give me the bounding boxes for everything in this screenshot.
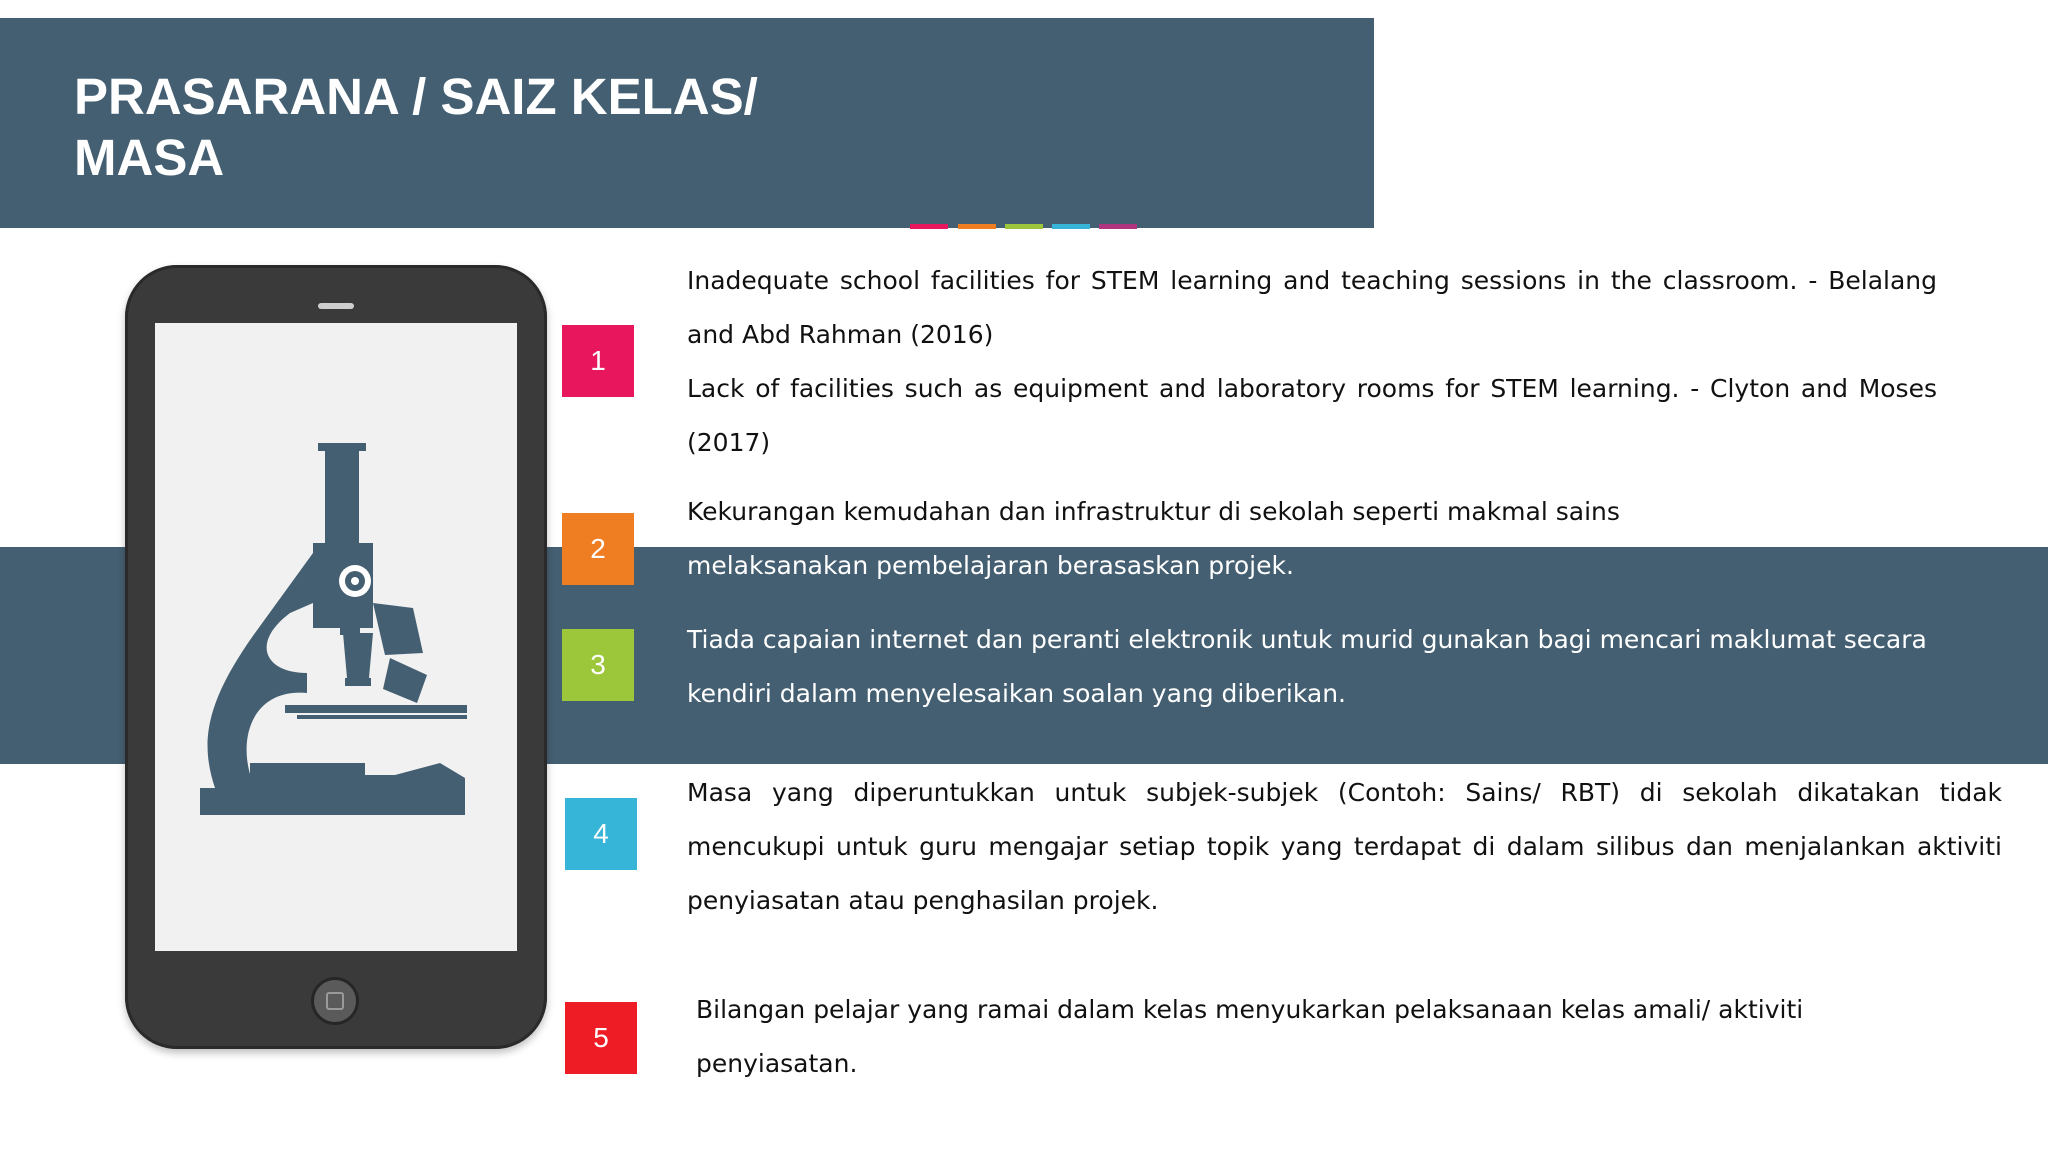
- item-2-line-1: Kekurangan kemudahan dan infrastruktur di sekolah seperti makmal sains: [687, 497, 1620, 526]
- item-number-1-label: 1: [590, 345, 606, 376]
- phone-screen: [155, 323, 517, 951]
- slide-title: [74, 66, 874, 188]
- accent-strip-green: [1005, 224, 1043, 229]
- smartphone-illustration: [125, 265, 547, 1049]
- item-5-line-1: Bilangan pelajar yang ramai dalam kelas menyukarkan pelaksanaan kelas amali/ aktiviti: [696, 995, 1804, 1024]
- item-text-4: [687, 766, 2002, 928]
- accent-strip-purple: [1099, 224, 1137, 229]
- accent-strip-orange: [958, 224, 996, 229]
- microscope-icon: [195, 443, 485, 843]
- item-1-paragraph-1: Inadequate school facilities for STEM learning and teaching sessions in the classroom. - Belalang and Abd Rahman (2016): [687, 266, 1937, 349]
- item-5-line-2: penyiasatan.: [696, 1049, 858, 1078]
- item-4-paragraph: Masa yang diperuntukkan untuk subjek-subjek (Contoh: Sains/ RBT) di sekolah dikatakan tidak mencukupi untuk guru mengajar setiap topik yang terdapat di dalam silibus dan menjalankan aktiviti penyiasatan atau penghasilan projek.: [687, 778, 2002, 915]
- item-number-4-label: 4: [593, 818, 609, 849]
- accent-strip-pink: [910, 224, 948, 229]
- item-number-1: [562, 325, 634, 397]
- item-number-5: [565, 1002, 637, 1074]
- item-3-paragraph: Tiada capaian internet dan peranti elektronik untuk murid gunakan bagi mencari maklumat secara kendiri dalam menyelesaikan soalan yang diberikan.: [687, 625, 1927, 708]
- item-2-line-2: melaksanakan pembelajaran berasaskan projek.: [687, 551, 1294, 580]
- item-text-3: [687, 613, 2007, 721]
- item-number-4: [565, 798, 637, 870]
- item-number-3-label: 3: [590, 649, 606, 680]
- item-number-2-label: 2: [590, 533, 606, 564]
- item-text-5: [696, 983, 1996, 1091]
- slide-title-line-1: PRASARANA / SAIZ KELAS/: [74, 68, 758, 125]
- phone-speaker: [318, 303, 354, 309]
- accent-strip-blue: [1052, 224, 1090, 229]
- item-text-1: [687, 254, 1937, 470]
- item-1-paragraph-2: Lack of facilities such as equipment and laboratory rooms for STEM learning. - Clyton and Moses (2017): [687, 374, 1937, 457]
- item-number-2: [562, 513, 634, 585]
- slide-title-line-2: MASA: [74, 129, 225, 186]
- item-number-3: [562, 629, 634, 701]
- item-text-2: [687, 485, 1987, 593]
- phone-home-button: [311, 977, 359, 1025]
- item-number-5-label: 5: [593, 1022, 609, 1053]
